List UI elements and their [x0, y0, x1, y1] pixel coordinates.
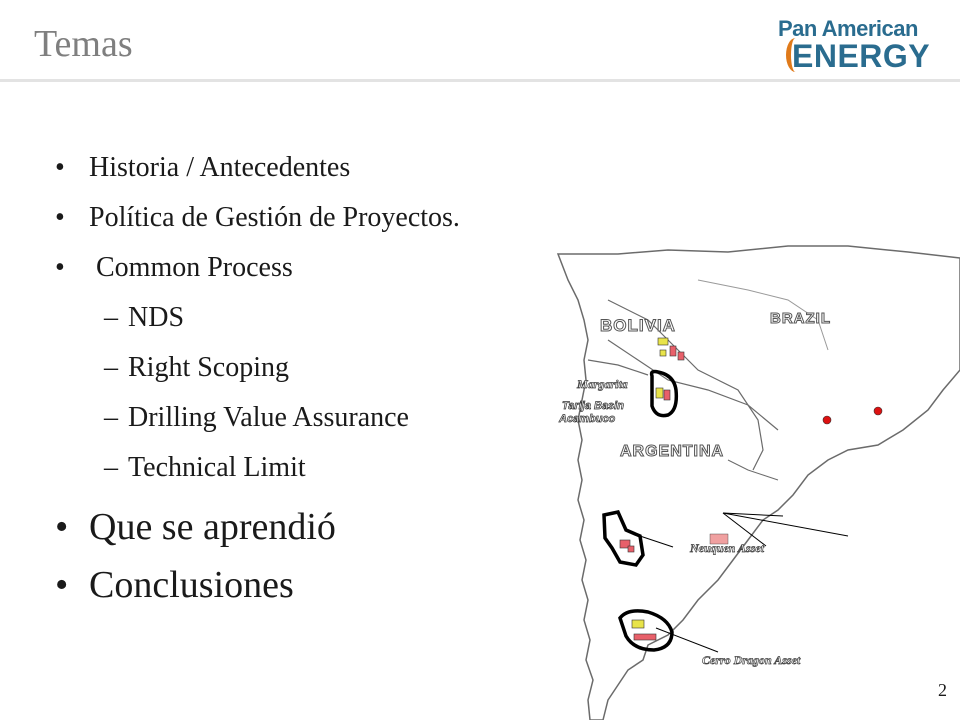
label-cerro-dragon-asset: Cerro Dragon Asset — [702, 653, 801, 667]
map-outline — [548, 240, 960, 720]
logo-line1: Pan American — [778, 16, 918, 41]
page-number: 2 — [938, 680, 947, 700]
label-argentina: ARGENTINA — [620, 443, 725, 460]
pan-american-energy-logo — [778, 14, 931, 74]
label-brazil: BRAZIL — [770, 310, 831, 327]
label-bolivia: BOLIVIA — [600, 316, 676, 335]
label-tarija: Tarija Basin — [562, 400, 624, 412]
slide: Temas Pan American ENERGY • Historia / Antecedentes • Política de Gestión de Proyectos. • Common Process – NDS – Right Scoping – Drilling Value Assurance – Technical Limit • Que se aprendió • Conclusiones BOLIVIA BRAZIL ARGENTINA Margarita Tarija Basin Acambuco Neuquen Asset Cerro Dragon Asset 2 — [0, 0, 960, 720]
slide-title: Temas — [34, 23, 133, 65]
south-america-map — [548, 240, 960, 720]
title-divider — [0, 79, 960, 82]
label-acambuco: Acambuco — [559, 413, 616, 425]
label-neuquen-asset: Neuquen Asset — [690, 541, 764, 555]
logo-line2: ENERGY — [792, 38, 931, 74]
label-margarita: Margarita — [577, 377, 628, 391]
